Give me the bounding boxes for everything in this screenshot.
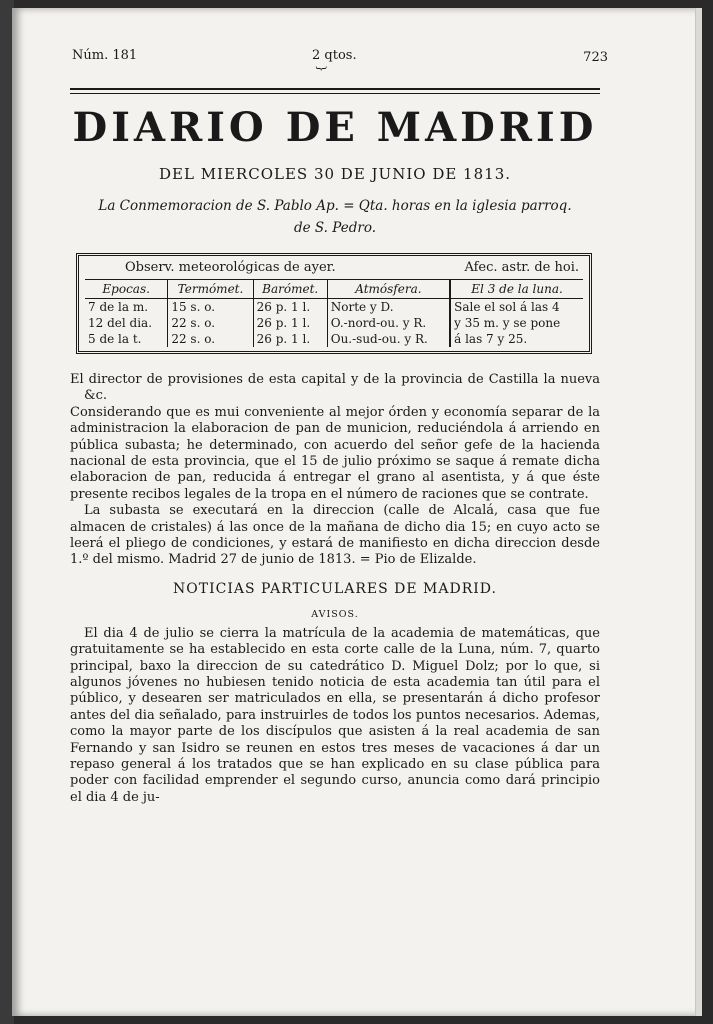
brace-ornament: } [315,65,328,72]
cell-astro: Sale el sol á las 4 [450,299,583,316]
cell-baro: 26 p. 1 l. [253,315,327,331]
col-luna: El 3 de la luna. [450,280,583,299]
saint-line [70,195,600,239]
meteorological-table [76,253,592,354]
article-body [70,372,600,806]
notice-paragraph: El dia 4 de julio se cierra la matrícula de la academia de matemáticas, que gratuitamente se ha establecido en esta corte calle de la Luna, núm. 7, quarto principal, baxo la direccion de su catedrático D. Miguel Dolz; por lo que, si algunos jóvenes no hubiesen tenido noticia de esta academia tan útil para el público, y desearen ser matriculados en ella, se presentarán á dicho profesor antes del dia señalado, para instruirles de todos los puntos necesarios. Ademas, como la mayor parte de los discípulos que asisten á la real academia de san Fernando y san Isidro se reunen en estos tres meses de vacaciones á dar un repaso general á los tratados que se han explicado en su clase pública para poder con facilidad emprender el segundo curso, anuncia como dará principio el dia 4 de ju- [70,625,600,805]
meteo-header-row [85,280,583,299]
meteo-heading-left: Observ. meteorológicas de ayer. [125,260,336,275]
meteo-grid [85,280,583,347]
saint-line-2: de S. Pedro. [293,220,376,236]
col-barometro: Barómet. [253,280,327,299]
page-number: 723 [583,50,608,65]
section-subhead: AVISOS. [311,609,359,621]
col-termometro: Termómet. [168,280,253,299]
cell-astro: á las 7 y 25. [450,331,583,347]
cell-astro: y 35 m. y se pone [450,315,583,331]
article-paragraph: Considerando que es mui conveniente al mejor órden y economía separar de la administracion la elaboracion de pan de municion, reduciéndola á arriendo en pública subasta; he determinado, con acuerdo del señor gefe de la hacienda nacional de esta provincia, que el 15 de julio próximo se saque á remate dicha elaboracion de pan, reducida á entregar el grano al asentista, y á que éste presente recibos legales de la tropa en el número de raciones que se contrate. [70,404,600,502]
col-epocas: Epocas. [85,280,168,299]
page-edge [695,8,702,1016]
cell-termo: 15 s. o. [168,299,253,316]
price: 2 qtos. [312,48,357,63]
cell-atmos: O.-nord-ou. y R. [327,315,450,331]
page-content [70,48,608,806]
cell-termo: 22 s. o. [168,315,253,331]
meteo-row [85,331,583,347]
cell-atmos: Ou.-sud-ou. y R. [327,331,450,347]
meteo-row [85,315,583,331]
article-paragraph: El director de provisiones de esta capital y de la provincia de Castilla la nueva &c. [70,372,600,404]
article-paragraph: La subasta se executará en la direccion (calle de Alcalá, casa que fue almacen de cristales) á las once de la mañana de dicho dia 15; en cuyo acto se leerá el pliego de condiciones, y estará de manifiesto en dicha direccion desde 1.º del mismo. Madrid 27 de junio de 1813. = Pio de Elizalde. [70,503,600,568]
cell-atmos: Norte y D. [327,299,450,316]
cell-baro: 26 p. 1 l. [253,299,327,316]
cell-termo: 22 s. o. [168,331,253,347]
saint-line-1: La Conmemoracion de S. Pablo Ap. = Qta. horas en la iglesia parroq. [98,198,572,214]
newspaper-page [12,8,702,1016]
section-title: NOTICIAS PARTICULARES DE MADRID. [173,580,497,597]
cell-epoca: 5 de la t. [88,332,142,346]
double-rule [70,88,600,94]
meteo-heading [85,258,583,280]
top-line [70,48,608,72]
cell-epoca: 7 de la m. [88,300,149,314]
meteo-row [85,299,583,316]
masthead-title: DIARIO DE MADRID [72,104,598,151]
col-atmosfera: Atmósfera. [327,280,450,299]
issue-number: Núm. 181 [72,48,138,63]
meteo-heading-right: Afec. astr. de hoi. [464,260,579,275]
cell-baro: 26 p. 1 l. [253,331,327,347]
cell-epoca: 12 del dia. [88,316,153,330]
date-line: DEL MIERCOLES 30 DE JUNIO DE 1813. [158,165,512,183]
